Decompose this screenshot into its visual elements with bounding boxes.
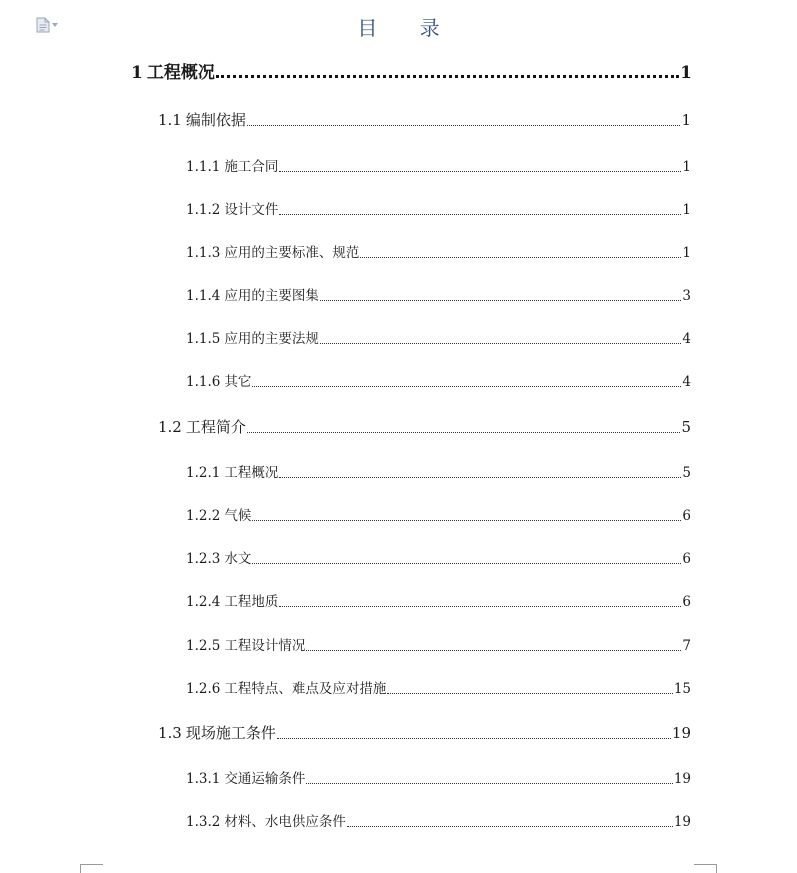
toc-entry-label: 现场施工条件 xyxy=(185,724,276,742)
toc-entry-number: 1.1.6 xyxy=(186,374,221,390)
toc-entry-page-number: 6 xyxy=(682,508,691,524)
toc-dot-leader xyxy=(320,289,682,301)
toc-entry-label: 应用的主要标准、规范 xyxy=(224,245,360,261)
toc-entry[interactable] xyxy=(186,198,691,218)
toc-dot-leader xyxy=(306,639,681,651)
toc-entry-label: 工程概况 xyxy=(224,465,279,481)
toc-entry-label: 编制依据 xyxy=(185,111,246,129)
toc-entry-number: 1.3.2 xyxy=(186,814,221,830)
toc-entry-page-number: 7 xyxy=(682,638,691,654)
toc-entry-page-number: 5 xyxy=(681,418,691,436)
toc-dot-leader xyxy=(279,160,681,172)
toc-dot-leader xyxy=(347,815,673,827)
toc-dot-leader xyxy=(279,203,681,215)
toc-entry[interactable] xyxy=(186,370,691,390)
toc-entry[interactable] xyxy=(186,504,691,524)
toc-entry-label: 设计文件 xyxy=(224,202,279,218)
toc-entry-label: 工程地质 xyxy=(224,594,279,610)
toc-entry-number: 1.1.3 xyxy=(186,245,221,261)
toc-entry-number: 1.1 xyxy=(158,111,182,129)
toc-entry-label: 材料、水电供应条件 xyxy=(224,814,346,830)
toc-entry-number: 1.2 xyxy=(158,418,182,436)
toc-entry[interactable] xyxy=(186,547,691,567)
toc-dot-leader xyxy=(247,113,681,126)
toc-entry[interactable] xyxy=(131,58,692,83)
toc-entry-page-number: 19 xyxy=(671,724,691,742)
page-corner-mark-left xyxy=(80,864,103,873)
page-corner-mark-right xyxy=(694,864,717,873)
toc-entry-page-number: 4 xyxy=(682,331,691,347)
toc-entry-number: 1.1.2 xyxy=(186,202,221,218)
toc-entry-label: 施工合同 xyxy=(224,159,279,175)
toc-entry-page-number: 4 xyxy=(682,374,691,390)
toc-entry-page-number: 1 xyxy=(682,245,691,261)
toc-entry-page-number: 6 xyxy=(682,551,691,567)
toc-dot-leader xyxy=(306,772,672,784)
toc-entry-number: 1.1.4 xyxy=(186,288,221,304)
toc-dot-leader xyxy=(387,682,672,694)
toc-entry[interactable] xyxy=(186,241,691,261)
toc-entry[interactable] xyxy=(158,416,691,437)
toc-entry[interactable] xyxy=(186,767,691,787)
toc-entry-page-number: 3 xyxy=(682,288,691,304)
toc-entry-number: 1.2.5 xyxy=(186,638,221,654)
toc-entry[interactable] xyxy=(158,109,691,130)
toc-dot-leader xyxy=(252,509,681,521)
toc-entry-page-number: 1 xyxy=(680,63,692,83)
toc-entry-label: 工程设计情况 xyxy=(224,638,306,654)
toc-entry-page-number: 6 xyxy=(682,594,691,610)
toc-entry-label: 工程简介 xyxy=(185,418,246,436)
toc-entry[interactable] xyxy=(186,590,691,610)
toc-entry-page-number: 15 xyxy=(673,681,691,697)
toc-entry-label: 工程特点、难点及应对措施 xyxy=(224,681,387,697)
toc-entry[interactable] xyxy=(186,461,691,481)
toc-entry-number: 1.2.3 xyxy=(186,551,221,567)
toc-entry[interactable] xyxy=(186,155,691,175)
toc-dot-leader xyxy=(252,375,681,387)
toc-entry-number: 1.2.6 xyxy=(186,681,221,697)
toc-entry[interactable] xyxy=(186,284,691,304)
toc-dot-leader xyxy=(279,466,681,478)
toc-entry-page-number: 1 xyxy=(682,159,691,175)
toc-entry-label: 交通运输条件 xyxy=(224,771,306,787)
toc-entry-number: 1.2.4 xyxy=(186,594,221,610)
toc-entry[interactable] xyxy=(186,810,691,830)
toc-entry-label: 应用的主要法规 xyxy=(224,331,319,347)
toc-entry-label: 应用的主要图集 xyxy=(224,288,319,304)
toc-entry-number: 1.1.1 xyxy=(186,159,221,175)
toc-entry[interactable] xyxy=(158,722,691,743)
toc-entry-page-number: 1 xyxy=(681,111,691,129)
toc-entry-page-number: 1 xyxy=(682,202,691,218)
toc-dot-leader xyxy=(252,552,681,564)
toc-entry-number: 1.3 xyxy=(158,724,182,742)
toc-entry-number: 1.2.1 xyxy=(186,465,221,481)
toc-entry-number: 1 xyxy=(131,63,143,83)
toc-entry-page-number: 19 xyxy=(673,771,691,787)
toc-entry[interactable] xyxy=(186,327,691,347)
toc-entry-label: 气候 xyxy=(224,508,252,524)
toc-entry-label: 其它 xyxy=(224,374,252,390)
toc-entry-label: 水文 xyxy=(224,551,252,567)
toc-entry-label: 工程概况 xyxy=(146,63,215,83)
toc-entry-page-number: 19 xyxy=(673,814,691,830)
toc-entry[interactable] xyxy=(186,634,691,654)
toc-title: 目 录 xyxy=(357,16,458,40)
toc-entry-page-number: 5 xyxy=(682,465,691,481)
toc-entry[interactable] xyxy=(186,677,691,697)
toc-dot-leader xyxy=(247,420,681,433)
toc-dot-leader xyxy=(279,595,681,607)
toc-entry-number: 1.1.5 xyxy=(186,331,221,347)
toc-entry-number: 1.2.2 xyxy=(186,508,221,524)
toc-dot-leader xyxy=(360,246,681,258)
toc-dot-leader xyxy=(277,726,671,739)
toc-dot-leader xyxy=(320,332,682,344)
toc-entry-number: 1.3.1 xyxy=(186,771,221,787)
toc-dot-leader xyxy=(216,62,679,79)
